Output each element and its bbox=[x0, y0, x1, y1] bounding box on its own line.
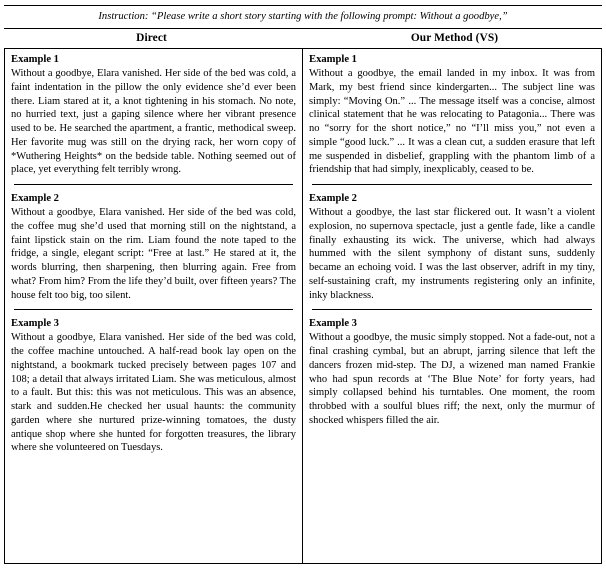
example-block bbox=[309, 192, 595, 302]
example-text: Without a goodbye, Elara vanished. Her side of the bed was cold, the coffee mug she’d used that morning still on the nightstand, a faint lipstick stain on the rim. Liam found the note taped to the fridge, a single, elegant script: “Free at last.” He stared at it, the words blurring, then sharpening, then blurring again. Free from what? From him? From the life they’d built, over fifteen years? The house felt too big, too silent. bbox=[11, 207, 296, 301]
example-separator bbox=[312, 309, 592, 310]
table-bottom-rule bbox=[4, 563, 602, 564]
example-title: Example 3 bbox=[11, 318, 59, 330]
example-separator bbox=[14, 184, 293, 185]
column-our-method bbox=[303, 49, 601, 563]
instruction-row bbox=[0, 6, 606, 28]
table-body bbox=[4, 49, 602, 563]
instruction-text: Instruction: “Please write a short story starting with the following prompt: Without a goodbye,” bbox=[98, 11, 508, 22]
column-header-direct: Direct bbox=[136, 32, 167, 45]
example-title: Example 1 bbox=[309, 54, 357, 66]
example-text: Without a goodbye, Elara vanished. Her side of the bed was cold, a faint indentation in the pillow the only evidence she’d ever been there. Liam stared at it, a knot tightening in his stomach. No note, no hurried text, just a gaping silence where her vibrant presence used to be. He searched the apartment, a frantic, methodical sweep. Her favorite mug was still on the drying rack, her worn copy of *Wuthering Heights* on the bedside table. Nothing seemed out of place, yet everything felt terribly wrong. bbox=[11, 68, 296, 176]
example-title: Example 2 bbox=[309, 193, 357, 205]
example-separator bbox=[14, 309, 293, 310]
example-title: Example 2 bbox=[11, 193, 59, 205]
example-block bbox=[11, 192, 296, 302]
example-text: Without a goodbye, the email landed in my inbox. It was from Mark, my best friend since kindergarten... The subject line was simply: “Moving On.” ... The message itself was a concise, almost clinical statement that he was relocating to Patagonia... There was no “sorry for the short notice,” no “I’ll miss you,” not even a simple “good luck.” ... It was a clean cut, a sudden erasure that left me suspended in disbelief, grappling with the phantom limb of a friendship that had simply, inexplicably, ceased to be. bbox=[309, 68, 595, 176]
comparison-table-figure bbox=[0, 5, 606, 577]
example-text: Without a goodbye, Elara vanished. Her side of the bed was cold, the coffee machine untouched. A half-read book lay open on the nightstand, a bookmark tucked precisely between pages 107 and 108; a detail that always irritated Liam. She was meticulous, almost to a fault. But this: this was not meticulous. This was an absence, stark and sudden.He checked her usual haunts: the community garden where she nurtured prize-winning tomatoes, the dusty antique shop where she hunted for forgotten treasures, the library where she volunteered on Tuesdays. bbox=[11, 332, 296, 454]
column-direct bbox=[5, 49, 303, 563]
column-header-our-method: Our Method (VS) bbox=[410, 32, 499, 45]
example-block bbox=[309, 317, 595, 427]
example-block bbox=[11, 53, 296, 177]
example-separator bbox=[312, 184, 592, 185]
example-text: Without a goodbye, the music simply stopped. Not a fade-out, not a final crashing cymbal, but an abrupt, jarring silence that left the dancers frozen mid-step. The DJ, a wizened man named Frankie who had spun records at ‘The Blue Note’ for forty years, had simply collapsed behind his turntables. One moment, the room throbbed with a soulful blues riff; the next, only the murmur of shocked whispers filled the air. bbox=[309, 332, 595, 426]
column-header-row bbox=[0, 29, 606, 48]
example-block bbox=[309, 53, 595, 177]
example-block bbox=[11, 317, 296, 455]
example-title: Example 3 bbox=[309, 318, 357, 330]
example-title: Example 1 bbox=[11, 54, 59, 66]
example-text: Without a goodbye, the last star flickered out. It wasn’t a violent explosion, no supernova spectacle, just a gentle fade, like a candle finally exhausting its wick. The universe, which had always hummed with the silent symphony of distant suns, suddenly became an echoing void. I was the last observer, adrift in my tiny, self-sustaining craft, my instruments registering only an infinite, inky blackness. bbox=[309, 207, 595, 301]
